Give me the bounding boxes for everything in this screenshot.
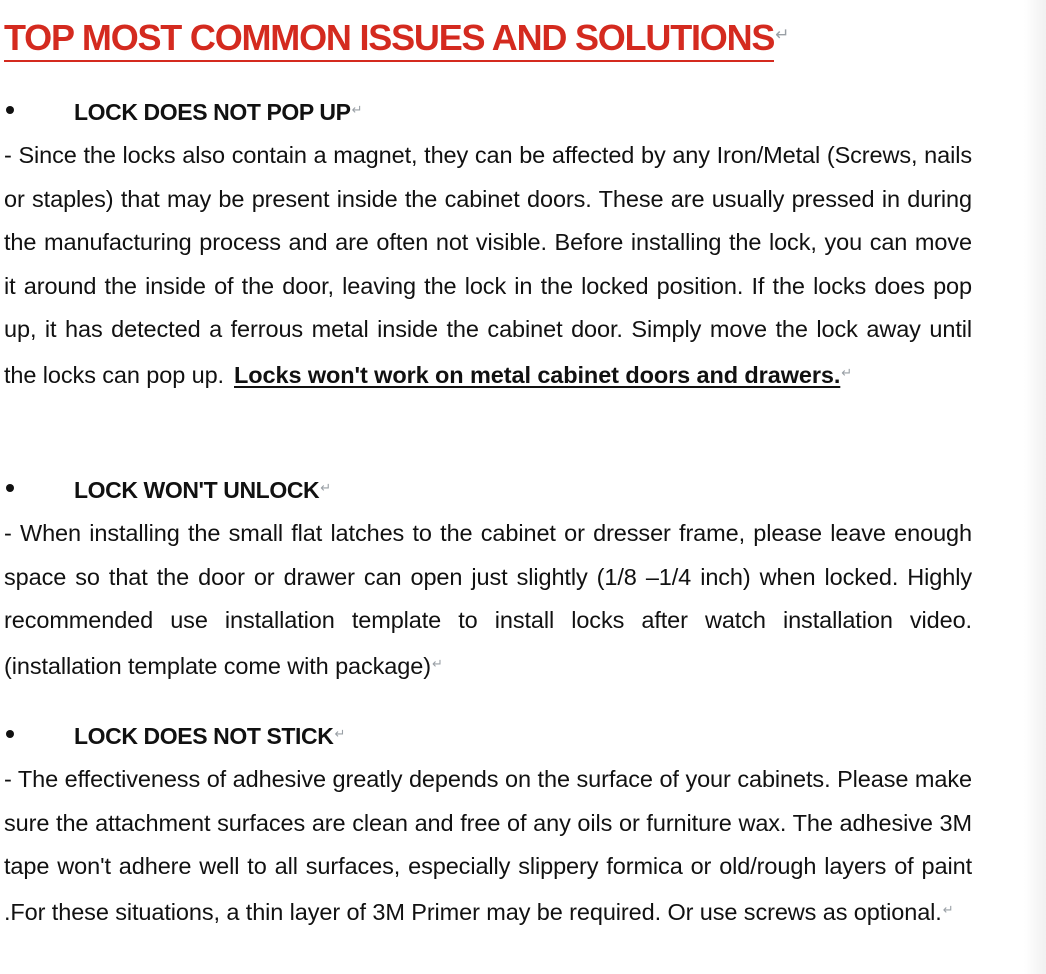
- heading-text: [74, 720, 345, 751]
- paragraph-mark-icon: ↵: [351, 103, 363, 118]
- body-text: - Since the locks also contain a magnet, they can be affected by any Iron/Metal (Screws, nails or staples) that may be present inside the cabinet doors. These are usually pressed in during the manufacturing process and are often not visible. Before installing the lock, you can move it around the inside of the door, leaving the lock in the locked position. If the locks does pop up, it has detected a ferrous metal inside the cabinet door. Simply move the lock away until the locks can pop up.: [4, 142, 972, 388]
- heading-label: LOCK DOES NOT STICK: [74, 723, 334, 749]
- bullet-icon: [6, 484, 14, 492]
- body-text: - The effectiveness of adhesive greatly depends on the surface of your cabinets. Please make sure the attachment surfaces are clean and free of any oils or furniture wax. The adhesive 3M tape won't adhere well to all surfaces, especially slippery formica or old/rough layers of paint .For these situations, a thin layer of 3M Primer may be required. Or use screws as optional.: [4, 766, 972, 925]
- paragraph-mark-icon: ↵: [320, 481, 331, 496]
- paragraph-mark-icon: ↵: [334, 727, 345, 742]
- section-heading: [4, 474, 972, 508]
- emphasis-note: Locks won't work on metal cabinet doors and drawers.: [234, 361, 841, 388]
- page-edge-shade: [1024, 0, 1046, 974]
- heading-label: LOCK WON'T UNLOCK: [74, 477, 320, 503]
- paragraph-mark-icon: ↵: [841, 365, 853, 381]
- bullet-icon: [6, 106, 14, 114]
- section-heading: [4, 96, 972, 130]
- section-lock-does-not-pop-up: [4, 96, 972, 398]
- page-title: [4, 12, 788, 61]
- body-text: - When installing the small flat latches to the cabinet or dresser frame, please leave enough space so that the door or drawer can open just slightly (1/8 –1/4 inch) when locked. Highly recommended use installation template to install locks after watch installation video. (installation template come with package): [4, 520, 972, 679]
- bullet-icon: [6, 730, 14, 738]
- heading-label: LOCK DOES NOT POP UP: [74, 99, 351, 125]
- heading-text: [74, 474, 331, 505]
- paragraph-mark-icon: ↵: [942, 902, 954, 918]
- section-lock-wont-unlock: [4, 474, 972, 688]
- paragraph-mark-icon: ↵: [775, 25, 789, 45]
- section-lock-does-not-stick: [4, 720, 972, 934]
- section-heading: [4, 720, 972, 754]
- section-body: [4, 512, 972, 688]
- title-text: TOP MOST COMMON ISSUES AND SOLUTIONS: [4, 17, 774, 62]
- heading-text: [74, 96, 362, 127]
- section-body: [4, 758, 972, 934]
- paragraph-mark-icon: ↵: [431, 656, 443, 672]
- section-body: [4, 134, 972, 398]
